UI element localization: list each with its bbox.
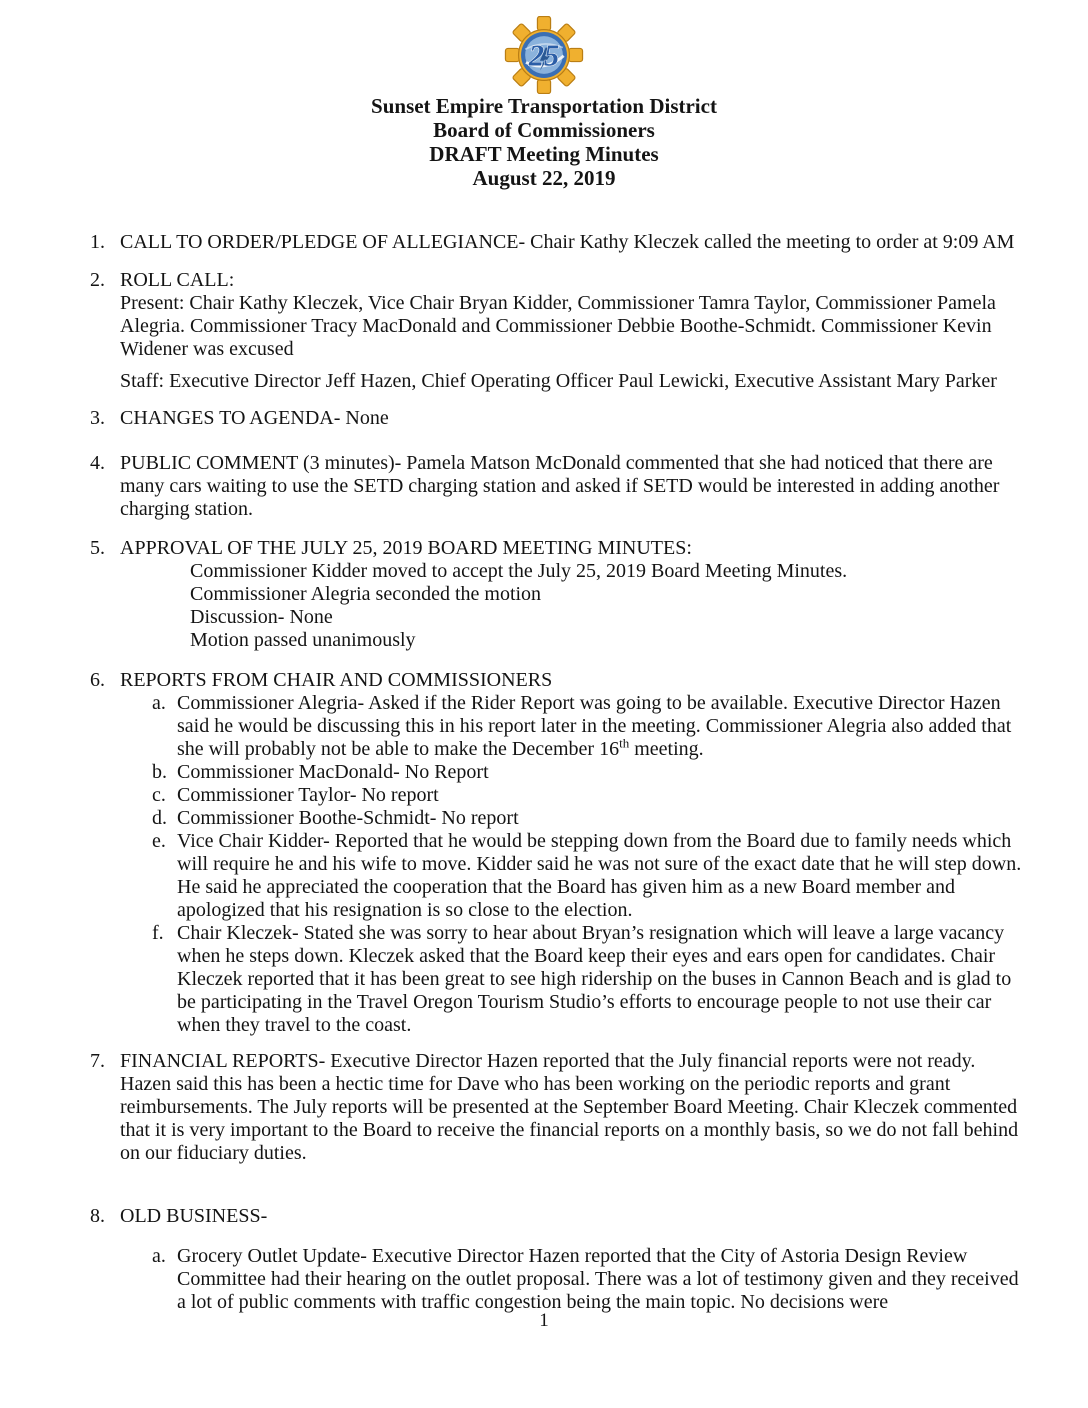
reports-heading: REPORTS FROM CHAIR AND COMMISSIONERS [120,669,553,691]
title-line-district: Sunset Empire Transportation District [371,94,717,118]
item-number: 2. [90,269,105,291]
sub-item-text: Commissioner MacDonald- No Report [177,761,489,783]
item-number: 6. [90,669,105,691]
item-number: 7. [90,1050,105,1072]
item-body [120,1205,1030,1314]
item-number: 4. [90,452,105,474]
motion-result-line: Motion passed unanimously [190,629,416,651]
page-number: 1 [539,1310,549,1331]
item-text: CHANGES TO AGENDA- None [120,407,389,429]
document-title [0,94,1088,190]
roll-call-present: Present: Chair Kathy Kleczek, Vice Chair Bryan Kidder, Commissioner Tamra Taylor, Commissioner Pamela Alegria. Commissioner Tracy MacDonald and Commissioner Debbie Boothe-Schmidt. Commissioner Kevin Widener was excused [120,292,996,360]
roll-call-heading: ROLL CALL: [120,269,235,291]
item-body [120,537,1030,652]
sub-item-letter: a. [152,692,166,714]
agenda-item-1-call-to-order [90,231,1030,254]
sub-item-letter: e. [152,830,166,852]
item-number: 3. [90,407,105,429]
sub-item-text: Chair Kleczek- Stated she was sorry to hear about Bryan’s resignation which will leave a large vacancy when he steps down. Kleczek asked that the Board keep their eyes and ears open for candidates. Chair Kleczek reported that it has been great to see high ridership on the buses in Cannon Beach and is glad to be participating in the Travel Oregon Tourism Studio’s efforts to encourage people to not use their car when they travel to the coast. [177,922,1012,1036]
sub-item-letter: a. [152,1245,166,1267]
sub-item-c-taylor [152,784,1030,807]
agenda-item-2-roll-call [90,269,1030,393]
item-body [120,669,1030,1037]
sub-item-text: Vice Chair Kidder- Reported that he would be stepping down from the Board due to family needs which will require he and his wife to move. Kidder said he was not sure of the exact date that he will step down. He said he appreciated the cooperation that the Board has given him as a new Board member and apologized that his resignation is so close to the election. [177,830,1022,921]
sub-item-f-kleczek [152,922,1030,1037]
sub-item-a-alegria [152,692,1030,761]
minutes-body [90,231,1030,1314]
item-text: CALL TO ORDER/PLEDGE OF ALLEGIANCE- Chair Kathy Kleczek called the meeting to order at 9:09 AM [120,231,1015,253]
text-segment: meeting. [629,738,704,760]
discussion-line: Discussion- None [190,606,333,628]
document-header [0,0,1088,190]
item-body [120,269,1030,393]
sub-item-d-boothe-schmidt [152,807,1030,830]
old-business-heading: OLD BUSINESS- [120,1205,268,1227]
agenda-item-4-public-comment [90,452,1030,521]
text-segment: Commissioner Alegria- Asked if the Rider Report was going to be available. Executive Director Hazen said he would be discussing this in his report later in the meeting. Commissioner Alegria also added that she will probably not be able to make the December 16 [177,692,1012,760]
sub-item-letter: c. [152,784,166,806]
title-line-draft-minutes: DRAFT Meeting Minutes [429,142,659,166]
sub-item-text: Grocery Outlet Update- Executive Director Hazen reported that the City of Astoria Design Review Committee had their hearing on the outlet proposal. There was a lot of testimony given and they received a lot of public comments with traffic congestion being the main topic. No decisions were [177,1245,1019,1313]
sub-item-text: Commissioner Boothe-Schmidt- No report [177,807,519,829]
logo-container [0,16,1088,94]
agenda-item-6-reports-from-chair [90,669,1030,1037]
sub-item-letter: d. [152,807,167,829]
agenda-item-5-approval-of-minutes [90,537,1030,652]
logo-number: 25 [528,38,560,73]
item-text: PUBLIC COMMENT (3 minutes)- Pamela Matson McDonald commented that she had noticed that there are many cars waiting to use the SETD charging station and asked if SETD would be interested in adding another charging station. [120,452,1000,520]
ordinal-superscript: th [619,735,630,751]
sub-item-letter: f. [152,922,164,944]
roll-call-staff: Staff: Executive Director Jeff Hazen, Chief Operating Officer Paul Lewicki, Executive Assistant Mary Parker [120,370,997,392]
sub-item-text: Commissioner Taylor- No report [177,784,439,806]
item-number: 5. [90,537,105,559]
second-line: Commissioner Alegria seconded the motion [190,583,542,605]
agenda-item-7-financial-reports [90,1050,1030,1165]
sub-item-e-kidder [152,830,1030,922]
sub-item-a-grocery-outlet [152,1245,1030,1314]
item-text: FINANCIAL REPORTS- Executive Director Hazen reported that the July financial reports were not ready. Hazen said this has been a hectic time for Dave who has been working on the periodic reports and grant reimbursements. The July reports will be presented at the September Board Meeting. Chair Kleczek commented that it is very important to the Board to receive the financial reports on a monthly basis, so we do not fall behind on our fiduciary duties. [120,1050,1019,1164]
approval-heading: APPROVAL OF THE JULY 25, 2019 BOARD MEETING MINUTES: [120,537,692,559]
item-number: 1. [90,231,105,253]
title-line-date: August 22, 2019 [472,166,616,190]
sub-item-text [177,692,1030,761]
agenda-item-3-changes-to-agenda [90,407,1030,430]
sub-item-b-macdonald [152,761,1030,784]
page-footer [0,1310,1088,1332]
motion-line: Commissioner Kidder moved to accept the July 25, 2019 Board Meeting Minutes. [190,560,848,582]
item-number: 8. [90,1205,105,1227]
setd-25-anniversary-logo-icon [503,16,585,94]
sub-item-letter: b. [152,761,167,783]
agenda-item-8-old-business [90,1205,1030,1314]
title-line-board: Board of Commissioners [433,118,655,142]
